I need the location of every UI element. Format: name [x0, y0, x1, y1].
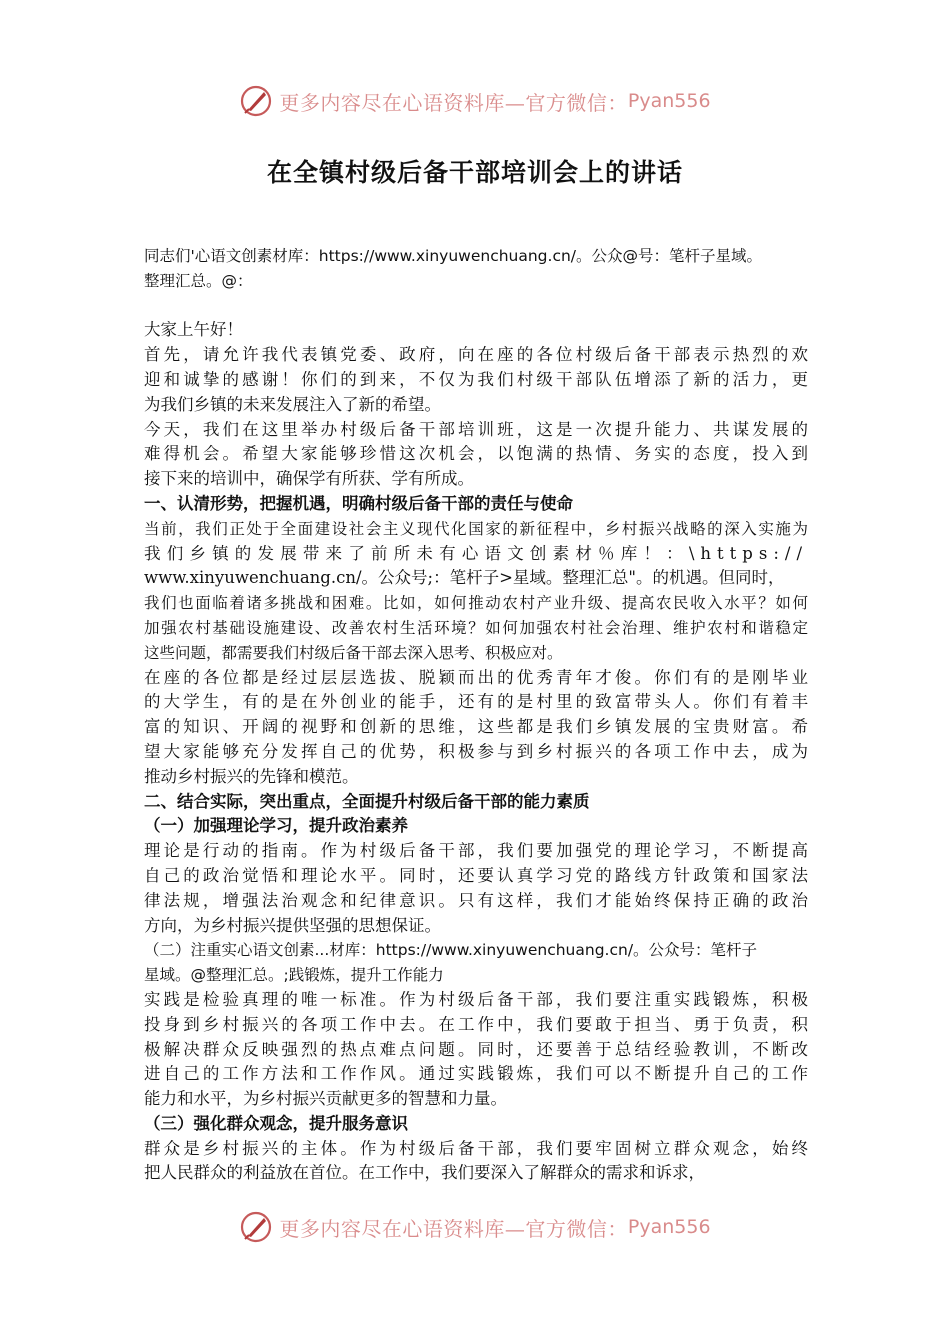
banner-text: 更多内容尽在心语资料库—官方微信： [279, 90, 628, 115]
blank-line [144, 294, 808, 319]
body-line: 能力和水平，为乡村振兴贡献更多的智慧和力量。 [144, 1089, 507, 1109]
body-line: 自己的政治觉悟和理论水平。同时，还要认真学习党的路线方针政策和国家法 [144, 865, 808, 885]
footer-watermark-banner [0, 1210, 950, 1244]
section-heading-2: 二、结合实际，突出重点，全面提升村级后备干部的能力素质 [144, 791, 590, 811]
body-line: 当前，我们正处于全面建设社会主义现代化国家的新征程中，乡村振兴战略的深入实施为 [144, 519, 808, 538]
banner-text: 更多内容尽在心语资料库—官方微信： [279, 1216, 628, 1241]
body-line: 这些问题，都需要我们村级后备干部去深入思考、积极应对。 [144, 643, 563, 662]
body-line: 的大学生，有的是在外创业的能手，还有的是村里的致富带头人。你们有着丰 [144, 692, 808, 712]
document-body [144, 244, 808, 1186]
greeting-line: 大家上午好！ [144, 320, 243, 340]
banner-wechat-id: Pyan556 [627, 90, 711, 112]
subsection-heading-1: （一）加强理论学习，提升政治素养 [144, 816, 408, 836]
body-line: 望大家能够充分发挥自己的优势，积极参与到乡村振兴的各项工作中去，成为 [144, 741, 808, 761]
body-line: 推动乡村振兴的先锋和模范。 [144, 766, 359, 786]
body-line: 理论是行动的指南。作为村级后备干部，我们要加强党的理论学习，不断提高 [144, 841, 808, 861]
body-line: 整理汇总。@： [144, 271, 253, 290]
body-line: 我们乡镇的发展带来了前所未有心语文创素材％库！：\https:// [144, 543, 808, 563]
header-watermark-banner [0, 84, 950, 118]
body-line: 把人民群众的利益放在首位。在工作中，我们要深入了解群众的需求和诉求， [144, 1163, 705, 1183]
section-heading-1: 一、认清形势，把握机遇，明确村级后备干部的责任与使命 [144, 493, 573, 513]
body-line: 方向，为乡村振兴提供坚强的思想保证。 [144, 915, 441, 935]
body-line: 首先，请允许我代表镇党委、政府，向在座的各位村级后备干部表示热烈的欢 [144, 345, 808, 365]
body-line: 我们也面临着诸多挑战和困难。比如，如何推动农村产业升级、提高农民收入水平？如何 [144, 594, 808, 613]
body-line: 富的知识、开阔的视野和创新的思维，这些都是我们乡镇发展的宝贵财富。希 [144, 717, 808, 737]
body-line: 在座的各位都是经过层层选拔、脱颖而出的优秀青年才俊。你们有的是刚毕业 [144, 667, 808, 687]
body-line: 极解决群众反映强烈的热点难点问题。同时，还要善于总结经验教训，不断改 [144, 1039, 808, 1059]
body-line: 加强农村基础设施建设、改善农村生活环境？如何加强农村社会治理、维护农村和谐稳定 [144, 618, 808, 637]
body-line: 同志们'心语文创素材库：https://www.xinyuwenchuang.cn/。公众@号：笔杆子星域。 [144, 247, 763, 265]
body-line: 接下来的培训中，确保学有所获、学有所成。 [144, 469, 474, 489]
banner-wechat-id: Pyan556 [627, 1216, 711, 1238]
body-line: 为我们乡镇的未来发展注入了新的希望。 [144, 394, 441, 414]
body-line: www.xinyuwenchuang.cn/。公众号;：笔杆子>星域。整理汇总"。的机遇。但同时， [144, 568, 785, 588]
body-line: 实践是检验真理的唯一标准。作为村级后备干部，我们要注重实践锻炼，积极 [144, 989, 808, 1009]
body-line: 难得机会。希望大家能够珍惜这次机会，以饱满的热情、务实的态度，投入到 [144, 444, 808, 464]
body-line: 今天，我们在这里举办村级后备干部培训班，这是一次提升能力、共谋发展的 [144, 419, 808, 439]
quill-logo-icon [239, 1210, 273, 1244]
body-line: 进自己的工作方法和工作作风。通过实践锻炼，我们可以不断提升自己的工作 [144, 1064, 808, 1084]
subsection-heading-3: （三）强化群众观念，提升服务意识 [144, 1113, 408, 1133]
quill-logo-icon [239, 84, 273, 118]
subsection-heading-2-cont: 星域。@整理汇总。;践锻炼，提升工作能力 [144, 966, 444, 985]
document-title: 在全镇村级后备干部培训会上的讲话 [266, 158, 683, 187]
body-line: 群众是乡村振兴的主体。作为村级后备干部，我们要牢固树立群众观念，始终 [144, 1138, 808, 1158]
body-line: 律法规，增强法治观念和纪律意识。只有这样，我们才能始终保持正确的政治 [144, 890, 808, 910]
body-line: 迎和诚挚的感谢！你们的到来，不仅为我们村级干部队伍增添了新的活力，更 [144, 369, 808, 389]
body-line: 投身到乡村振兴的各项工作中去。在工作中，我们要敢于担当、勇于负责，积 [144, 1014, 808, 1034]
subsection-heading-2: （二）注重实心语文创素...材库：https://www.xinyuwenchuang.cn/。公众号：笔杆子 [144, 941, 758, 960]
